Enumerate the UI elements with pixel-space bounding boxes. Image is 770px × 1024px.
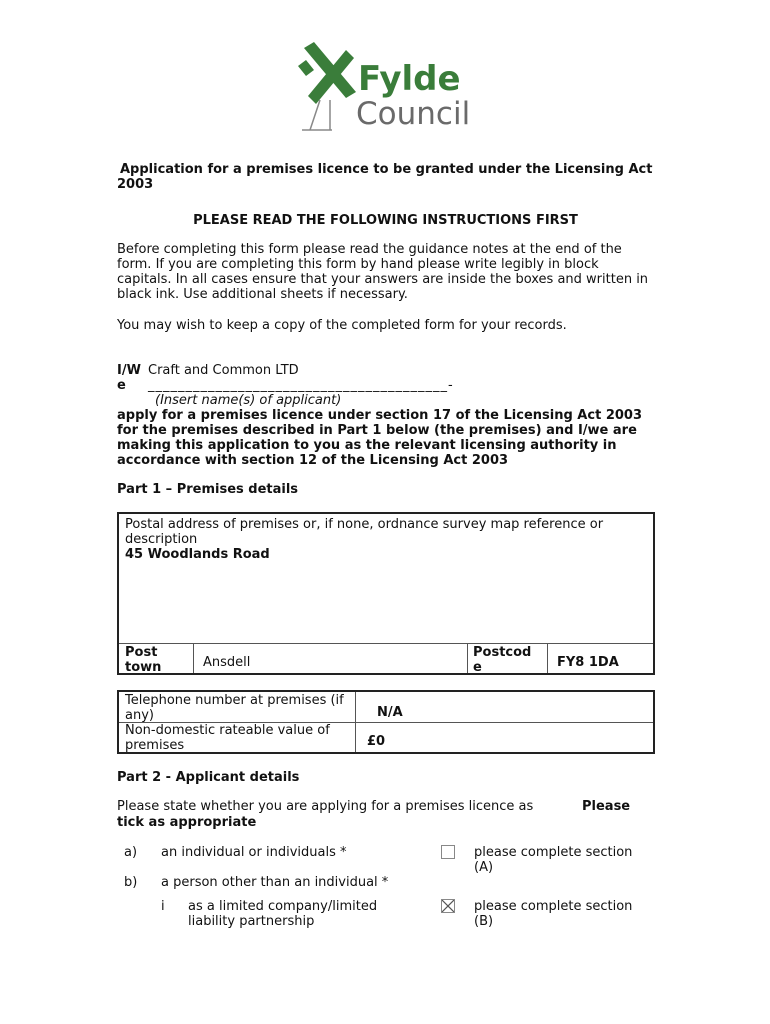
address-label: Postal address of premises or, if none, ordnance survey map reference or description bbox=[125, 517, 604, 547]
sub-option-i-action: please complete section (B) bbox=[474, 899, 633, 929]
logo-text-fylde: Fylde bbox=[358, 59, 461, 99]
applicant-label: I/W e bbox=[117, 363, 141, 393]
post-town-label: Post town bbox=[125, 645, 162, 675]
checked-x-icon bbox=[442, 900, 454, 912]
part2-heading: Part 2 - Applicant details bbox=[117, 770, 300, 785]
option-a-checkbox[interactable] bbox=[441, 845, 455, 859]
sub-option-i-text: as a limited company/limited liability partnership bbox=[188, 899, 378, 929]
telephone-value[interactable]: N/A bbox=[377, 705, 403, 720]
applicant-name-underline: ________________________________________- bbox=[148, 378, 454, 393]
applicant-name-value[interactable]: Craft and Common LTD bbox=[148, 363, 299, 378]
option-a-letter: a) bbox=[124, 845, 138, 860]
copy-note: You may wish to keep a copy of the completed form for your records. bbox=[117, 318, 567, 333]
telephone-label: Telephone number at premises (if any) bbox=[125, 693, 344, 723]
part2-tick-word: Please bbox=[582, 799, 631, 814]
instructions-heading: PLEASE READ THE FOLLOWING INSTRUCTIONS FIRST bbox=[193, 213, 578, 228]
premises-details-table bbox=[117, 690, 655, 754]
instructions-text: Before completing this form please read the guidance notes at the end of the form. If you are completing this form by hand please write legibly in block capitals. In all cases ensure that your answers are inside the boxes and written in black ink. Use additional sheets if necessary. bbox=[117, 242, 649, 302]
sub-option-i-numeral: i bbox=[161, 899, 165, 914]
apply-statement: apply for a premises licence under section 17 of the Licensing Act 2003 for the premises described in Part 1 below (the premises) and I/we are making this application to you as the relevant licensing authority in accordance with section 12 of the Licensing Act 2003 bbox=[117, 408, 642, 468]
premises-address-box bbox=[117, 512, 655, 675]
address-value[interactable]: 45 Woodlands Road bbox=[125, 547, 270, 562]
postcode-value[interactable]: FY8 1DA bbox=[557, 655, 619, 670]
applicant-hint: (Insert name(s) of applicant) bbox=[155, 393, 342, 408]
logo-text-council: Council bbox=[356, 96, 471, 132]
option-b-text: a person other than an individual * bbox=[161, 875, 389, 890]
option-a-text: an individual or individuals * bbox=[161, 845, 347, 860]
postcode-label: Postcod e bbox=[473, 645, 532, 675]
windmill-icon bbox=[296, 40, 476, 136]
part2-tick-instruction: tick as appropriate bbox=[117, 815, 257, 830]
part2-question: Please state whether you are applying for a premises licence as bbox=[117, 799, 534, 814]
post-town-value[interactable]: Ansdell bbox=[203, 655, 251, 670]
option-b-letter: b) bbox=[124, 875, 138, 890]
form-title: Application for a premises licence to be granted under the Licensing Act 2003 bbox=[117, 162, 653, 192]
part1-heading: Part 1 – Premises details bbox=[117, 482, 299, 497]
option-a-action: please complete section (A) bbox=[474, 845, 633, 875]
fylde-council-logo bbox=[296, 40, 476, 136]
sub-option-i-checkbox[interactable] bbox=[441, 899, 455, 913]
rateable-value-label: Non-domestic rateable value of premises bbox=[125, 723, 330, 753]
rateable-value-value[interactable]: £0 bbox=[367, 734, 386, 749]
